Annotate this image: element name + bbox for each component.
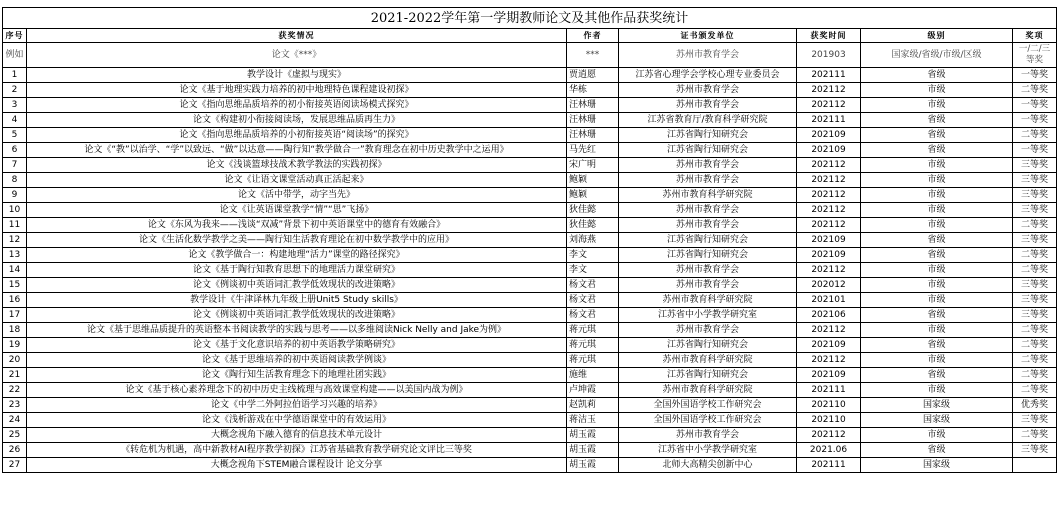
cell-issuer[interactable]: 江苏省陶行知研究会 (619, 233, 797, 248)
cell-issuer[interactable]: 苏州市教育科学研究院 (619, 188, 797, 203)
cell-no[interactable]: 16 (3, 293, 27, 308)
cell-author[interactable]: 蒋洁玉 (567, 413, 619, 428)
cell-prize[interactable]: 三等奖 (1013, 443, 1057, 458)
cell-no[interactable]: 1 (3, 68, 27, 83)
table-row (3, 203, 1057, 218)
cell-work[interactable]: 论文《基于地理实践力培养的初中地理特色课程建设初探》 (27, 83, 567, 98)
cell-work[interactable]: 论文《指向思维品质培养的初小衔接英语阅读场模式探究》 (27, 98, 567, 113)
table-row (3, 173, 1057, 188)
cell-level[interactable]: 市级 (861, 218, 1013, 233)
table-row (3, 143, 1057, 158)
cell-prize[interactable]: 三等奖 (1013, 293, 1057, 308)
cell-work[interactable]: 论文《中学二外阿拉伯语学习兴趣的培养》 (27, 398, 567, 413)
cell-issuer[interactable]: 苏州市教育科学研究院 (619, 293, 797, 308)
cell-date[interactable]: 202012 (797, 278, 861, 293)
example-issuer[interactable]: 苏州市教育学会 (619, 43, 797, 68)
example-row (3, 43, 1057, 68)
table-row (3, 218, 1057, 233)
cell-author[interactable]: 李文 (567, 248, 619, 263)
table-row (3, 233, 1057, 248)
cell-date[interactable]: 202112 (797, 98, 861, 113)
cell-author[interactable]: 蒋元琪 (567, 323, 619, 338)
cell-issuer[interactable]: 苏州市教育学会 (619, 83, 797, 98)
cell-work[interactable]: 论文《教学做合一：构建地理“活力”课堂的路径探究》 (27, 248, 567, 263)
table-row (3, 443, 1057, 458)
cell-no[interactable]: 21 (3, 368, 27, 383)
table-row (3, 458, 1057, 473)
cell-level[interactable]: 省级 (861, 368, 1013, 383)
cell-work[interactable]: 论文《东风为我来——浅谈“双减”背景下初中英语课堂中的德育有效融合》 (27, 218, 567, 233)
cell-date[interactable]: 202110 (797, 398, 861, 413)
cell-level[interactable]: 省级 (861, 338, 1013, 353)
cell-no[interactable]: 4 (3, 113, 27, 128)
cell-work[interactable]: 大概念视角下融入德育的信息技术单元设计 (27, 428, 567, 443)
cell-work[interactable]: 论文《基于核心素养理念下的初中历史主线梳理与高效课堂构建——以美国内战为例》 (27, 383, 567, 398)
cell-author[interactable]: 赵凯莉 (567, 398, 619, 413)
table-row (3, 83, 1057, 98)
cell-level[interactable]: 市级 (861, 383, 1013, 398)
table-row (3, 248, 1057, 263)
cell-date[interactable]: 202112 (797, 263, 861, 278)
table-row (3, 368, 1057, 383)
cell-prize[interactable]: 三等奖 (1013, 203, 1057, 218)
cell-date[interactable]: 202111 (797, 383, 861, 398)
cell-issuer[interactable]: 苏州市教育学会 (619, 218, 797, 233)
cell-no[interactable]: 2 (3, 83, 27, 98)
example-level[interactable]: 国家级/省级/市级/区级 (861, 43, 1013, 68)
cell-date[interactable]: 202111 (797, 68, 861, 83)
cell-issuer[interactable]: 江苏省中小学教学研究室 (619, 308, 797, 323)
cell-work[interactable]: 论文《基于文化意识培养的初中英语教学策略研究》 (27, 338, 567, 353)
cell-work[interactable]: 论文《生活化数学教学之美——陶行知生活教育理论在初中数学教学中的应用》 (27, 233, 567, 248)
table-row (3, 308, 1057, 323)
cell-work[interactable]: 论文《例谈初中英语词汇教学低效现状的改进策略》 (27, 278, 567, 293)
cell-level[interactable]: 省级 (861, 248, 1013, 263)
cell-work[interactable]: 论文《指向思维品质培养的小初衔接英语“阅读场”的探究》 (27, 128, 567, 143)
cell-author[interactable]: 杨文君 (567, 308, 619, 323)
cell-author[interactable]: 胡玉霞 (567, 428, 619, 443)
table-row (3, 188, 1057, 203)
cell-prize[interactable]: 二等奖 (1013, 218, 1057, 233)
cell-level[interactable]: 省级 (861, 113, 1013, 128)
cell-level[interactable]: 省级 (861, 68, 1013, 83)
cell-no[interactable]: 12 (3, 233, 27, 248)
cell-prize[interactable]: 二等奖 (1013, 323, 1057, 338)
cell-level[interactable]: 省级 (861, 443, 1013, 458)
cell-prize[interactable]: 三等奖 (1013, 413, 1057, 428)
cell-author[interactable]: 蒋元琪 (567, 353, 619, 368)
cell-level[interactable]: 市级 (861, 188, 1013, 203)
cell-level[interactable]: 市级 (861, 428, 1013, 443)
cell-issuer[interactable]: 江苏省陶行知研究会 (619, 143, 797, 158)
example-work[interactable]: 论文《***》 (27, 43, 567, 68)
cell-level[interactable]: 市级 (861, 83, 1013, 98)
cell-issuer[interactable]: 江苏省陶行知研究会 (619, 248, 797, 263)
cell-prize[interactable]: 优秀奖 (1013, 398, 1057, 413)
cell-prize[interactable]: 一等奖 (1013, 113, 1057, 128)
cell-work[interactable]: 论文《例谈初中英语词汇教学低效现状的改进策略》 (27, 308, 567, 323)
cell-level[interactable]: 市级 (861, 323, 1013, 338)
cell-work[interactable]: 教学设计《虚拟与现实》 (27, 68, 567, 83)
cell-prize[interactable]: 二等奖 (1013, 338, 1057, 353)
cell-prize[interactable]: 二等奖 (1013, 263, 1057, 278)
table-row (3, 128, 1057, 143)
cell-no[interactable]: 19 (3, 338, 27, 353)
cell-author[interactable]: 汪林珊 (567, 113, 619, 128)
cell-author[interactable]: 施维 (567, 368, 619, 383)
cell-author[interactable]: 狄佳懿 (567, 218, 619, 233)
cell-prize[interactable]: 三等奖 (1013, 173, 1057, 188)
header-date[interactable]: 获奖时间 (797, 29, 861, 43)
cell-date[interactable]: 202109 (797, 248, 861, 263)
cell-prize[interactable]: 二等奖 (1013, 128, 1057, 143)
cell-date[interactable]: 202111 (797, 113, 861, 128)
cell-work[interactable]: 《转危机为机遇，高中新教材AI程序教学初探》江苏省基础教育教学研究论文评比三等奖 (27, 443, 567, 458)
cell-author[interactable]: 杨文君 (567, 293, 619, 308)
cell-work[interactable]: 论文《基于思维品质提升的英语整本书阅读教学的实践与思考——以多维阅读Nick Nelly and Jake为例》 (27, 323, 567, 338)
cell-issuer[interactable]: 江苏省陶行知研究会 (619, 338, 797, 353)
header-issuer[interactable]: 证书颁发单位 (619, 29, 797, 43)
cell-issuer[interactable]: 苏州市教育学会 (619, 203, 797, 218)
cell-prize[interactable]: 二等奖 (1013, 428, 1057, 443)
table-row (3, 263, 1057, 278)
cell-work[interactable]: 论文《让语文课堂活动真正活起来》 (27, 173, 567, 188)
cell-work[interactable]: 论文《活中带学，动字当先》 (27, 188, 567, 203)
cell-date[interactable]: 202109 (797, 143, 861, 158)
table-row (3, 428, 1057, 443)
cell-prize[interactable]: 一等奖 (1013, 68, 1057, 83)
cell-prize[interactable]: 二等奖 (1013, 383, 1057, 398)
cell-author[interactable]: 蒋元琪 (567, 338, 619, 353)
cell-no[interactable]: 17 (3, 308, 27, 323)
cell-level[interactable]: 省级 (861, 143, 1013, 158)
cell-author[interactable]: 华栋 (567, 83, 619, 98)
cell-issuer[interactable]: 苏州市教育学会 (619, 323, 797, 338)
cell-no[interactable]: 8 (3, 173, 27, 188)
table-row (3, 113, 1057, 128)
cell-date[interactable]: 202112 (797, 218, 861, 233)
cell-no[interactable]: 23 (3, 398, 27, 413)
header-prize[interactable]: 奖项 (1013, 29, 1057, 43)
cell-prize[interactable]: 二等奖 (1013, 368, 1057, 383)
cell-level[interactable]: 省级 (861, 308, 1013, 323)
cell-issuer[interactable]: 苏州市教育科学研究院 (619, 353, 797, 368)
cell-no[interactable]: 6 (3, 143, 27, 158)
cell-prize[interactable]: 一等奖 (1013, 98, 1057, 113)
cell-issuer[interactable]: 苏州市教育学会 (619, 278, 797, 293)
cell-date[interactable]: 202112 (797, 173, 861, 188)
cell-no[interactable]: 20 (3, 353, 27, 368)
cell-date[interactable]: 202109 (797, 233, 861, 248)
cell-work[interactable]: 教学设计《牛津译林九年级上册Unit5 Study skills》 (27, 293, 567, 308)
cell-author[interactable]: 汪林珊 (567, 98, 619, 113)
cell-author[interactable]: 胡玉霞 (567, 443, 619, 458)
cell-author[interactable]: 杨文君 (567, 278, 619, 293)
cell-date[interactable]: 202112 (797, 158, 861, 173)
cell-author[interactable]: 马先红 (567, 143, 619, 158)
cell-level[interactable]: 省级 (861, 128, 1013, 143)
cell-level[interactable]: 市级 (861, 158, 1013, 173)
cell-prize[interactable]: 二等奖 (1013, 353, 1057, 368)
cell-no[interactable]: 14 (3, 263, 27, 278)
header-author[interactable]: 作者 (567, 29, 619, 43)
table-row (3, 293, 1057, 308)
cell-author[interactable]: 狄佳懿 (567, 203, 619, 218)
cell-issuer[interactable]: 江苏省陶行知研究会 (619, 128, 797, 143)
cell-level[interactable]: 国家级 (861, 398, 1013, 413)
cell-issuer[interactable]: 江苏省中小学教学研究室 (619, 443, 797, 458)
cell-level[interactable]: 市级 (861, 263, 1013, 278)
cell-issuer[interactable]: 江苏省心理学会学校心理专业委员会 (619, 68, 797, 83)
cell-date[interactable]: 2021.06 (797, 443, 861, 458)
cell-issuer[interactable]: 北师大高精尖创新中心 (619, 458, 797, 473)
sheet-title[interactable]: 2021-2022学年第一学期教师论文及其他作品获奖统计 (3, 8, 1057, 29)
cell-date[interactable]: 202110 (797, 413, 861, 428)
cell-no[interactable]: 3 (3, 98, 27, 113)
header-no[interactable]: 序号 (3, 29, 27, 43)
cell-date[interactable]: 202112 (797, 428, 861, 443)
cell-prize[interactable]: 三等奖 (1013, 308, 1057, 323)
cell-prize[interactable]: 一等奖 (1013, 143, 1057, 158)
cell-issuer[interactable]: 苏州市教育学会 (619, 428, 797, 443)
cell-date[interactable]: 202111 (797, 458, 861, 473)
cell-level[interactable]: 市级 (861, 203, 1013, 218)
cell-no[interactable]: 7 (3, 158, 27, 173)
award-table (2, 7, 1057, 473)
cell-level[interactable]: 市级 (861, 278, 1013, 293)
cell-level[interactable]: 市级 (861, 293, 1013, 308)
cell-work[interactable]: 论文《让英语课堂教学“情”“思”飞扬》 (27, 203, 567, 218)
cell-no[interactable]: 9 (3, 188, 27, 203)
header-level[interactable]: 级别 (861, 29, 1013, 43)
table-row (3, 323, 1057, 338)
cell-no[interactable]: 22 (3, 383, 27, 398)
cell-author[interactable]: 刘海燕 (567, 233, 619, 248)
table-row (3, 398, 1057, 413)
cell-date[interactable]: 202112 (797, 83, 861, 98)
cell-prize[interactable]: 二等奖 (1013, 83, 1057, 98)
header-work[interactable]: 获奖情况 (27, 29, 567, 43)
cell-issuer[interactable]: 苏州市教育学会 (619, 98, 797, 113)
table-row (3, 413, 1057, 428)
cell-level[interactable]: 省级 (861, 233, 1013, 248)
cell-work[interactable]: 论文《“教”以治学、“学”以致远、“做”以达意——陶行知“教学做合一”教育理念在初中历史教学中之运用》 (27, 143, 567, 158)
cell-no[interactable]: 25 (3, 428, 27, 443)
cell-work[interactable]: 论文《浅析游戏在中学德语课堂中的有效运用》 (27, 413, 567, 428)
cell-author[interactable]: 胡玉霞 (567, 458, 619, 473)
cell-prize[interactable]: 二等奖 (1013, 248, 1057, 263)
cell-level[interactable]: 市级 (861, 353, 1013, 368)
cell-author[interactable]: 卢坤霞 (567, 383, 619, 398)
cell-date[interactable]: 202112 (797, 188, 861, 203)
cell-date[interactable]: 202112 (797, 203, 861, 218)
example-prize[interactable]: 一/二/三等奖 (1013, 43, 1057, 68)
cell-no[interactable]: 5 (3, 128, 27, 143)
cell-prize[interactable]: 三等奖 (1013, 188, 1057, 203)
table-row (3, 338, 1057, 353)
cell-work[interactable]: 论文《陶行知生活教育理念下的地理社团实践》 (27, 368, 567, 383)
cell-issuer[interactable]: 全国外国语学校工作研究会 (619, 398, 797, 413)
table-row (3, 353, 1057, 368)
title-row (3, 8, 1057, 29)
cell-prize[interactable]: 三等奖 (1013, 233, 1057, 248)
cell-author[interactable]: 鲍颖 (567, 188, 619, 203)
cell-no[interactable]: 27 (3, 458, 27, 473)
cell-work[interactable]: 论文《基于思维培养的初中英语阅读教学例谈》 (27, 353, 567, 368)
cell-no[interactable]: 13 (3, 248, 27, 263)
cell-author[interactable]: 鲍颖 (567, 173, 619, 188)
cell-date[interactable]: 202109 (797, 368, 861, 383)
cell-date[interactable]: 202109 (797, 338, 861, 353)
cell-prize[interactable]: 三等奖 (1013, 158, 1057, 173)
table-row (3, 278, 1057, 293)
cell-issuer[interactable]: 江苏省教育厅/教育科学研究院 (619, 113, 797, 128)
cell-date[interactable]: 202106 (797, 308, 861, 323)
cell-issuer[interactable]: 苏州市教育科学研究院 (619, 383, 797, 398)
cell-level[interactable]: 国家级 (861, 458, 1013, 473)
cell-no[interactable]: 26 (3, 443, 27, 458)
cell-no[interactable]: 10 (3, 203, 27, 218)
cell-date[interactable]: 202101 (797, 293, 861, 308)
cell-work[interactable]: 大概念视角下STEM融合课程设计 论文分享 (27, 458, 567, 473)
cell-issuer[interactable]: 全国外国语学校工作研究会 (619, 413, 797, 428)
cell-issuer[interactable]: 苏州市教育学会 (619, 158, 797, 173)
cell-level[interactable]: 市级 (861, 98, 1013, 113)
cell-no[interactable]: 11 (3, 218, 27, 233)
table-row (3, 98, 1057, 113)
cell-no[interactable]: 24 (3, 413, 27, 428)
example-author[interactable]: *** (567, 43, 619, 68)
cell-work[interactable]: 论文《基于陶行知教育思想下的地理活力课堂研究》 (27, 263, 567, 278)
cell-prize[interactable] (1013, 458, 1057, 473)
table-row (3, 383, 1057, 398)
cell-date[interactable]: 202112 (797, 353, 861, 368)
cell-author[interactable]: 汪林珊 (567, 128, 619, 143)
cell-prize[interactable]: 三等奖 (1013, 278, 1057, 293)
cell-level[interactable]: 国家级 (861, 413, 1013, 428)
cell-work[interactable]: 论文《浅谈篮球技战术教学教法的实践初探》 (27, 158, 567, 173)
cell-work[interactable]: 论文《构建初小衔接阅读场，发展思维品质再生力》 (27, 113, 567, 128)
example-no[interactable]: 例如 (3, 43, 27, 68)
cell-author[interactable]: 宋广明 (567, 158, 619, 173)
cell-issuer[interactable]: 江苏省陶行知研究会 (619, 368, 797, 383)
example-date[interactable]: 201903 (797, 43, 861, 68)
cell-no[interactable]: 18 (3, 323, 27, 338)
cell-author[interactable]: 李文 (567, 263, 619, 278)
table-row (3, 158, 1057, 173)
cell-date[interactable]: 202112 (797, 323, 861, 338)
table-row (3, 68, 1057, 83)
cell-date[interactable]: 202109 (797, 128, 861, 143)
header-row (3, 29, 1057, 43)
cell-issuer[interactable]: 苏州市教育学会 (619, 173, 797, 188)
cell-no[interactable]: 15 (3, 278, 27, 293)
cell-author[interactable]: 贾逍愿 (567, 68, 619, 83)
cell-issuer[interactable]: 苏州市教育学会 (619, 263, 797, 278)
cell-level[interactable]: 市级 (861, 173, 1013, 188)
